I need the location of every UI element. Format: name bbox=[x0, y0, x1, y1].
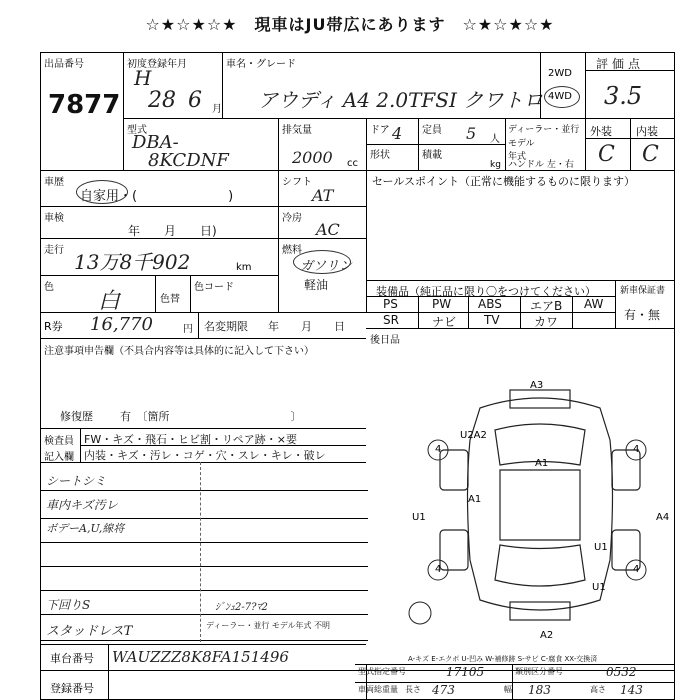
aircon-value: AC bbox=[316, 220, 340, 239]
tire-depth-rl: 4 bbox=[435, 564, 442, 575]
equip-sr: SR bbox=[383, 313, 399, 327]
length-label: 長さ bbox=[405, 685, 421, 694]
repair-label: 修復歴 bbox=[60, 410, 93, 423]
fuel-label: 燃料 bbox=[282, 245, 302, 256]
type-no-value: 17105 bbox=[446, 665, 485, 679]
diagram-label-a1-top: A1 bbox=[535, 458, 549, 469]
handwritten-note-4: 下回りS bbox=[46, 598, 91, 612]
score-label: 評価点 bbox=[596, 57, 645, 71]
width-label: 幅 bbox=[504, 685, 512, 694]
handle-label: ハンドル 左・右 bbox=[508, 160, 574, 170]
capacity-label: 定員 bbox=[422, 125, 442, 136]
equip-navi: ナビ bbox=[432, 315, 457, 329]
drive-circle bbox=[544, 86, 580, 108]
equip-airbag: エアB bbox=[530, 299, 563, 313]
weight-label: 車両総重量 bbox=[358, 685, 398, 694]
inspection-value: 年 月 日) bbox=[128, 224, 217, 238]
displacement-label: 排気量 bbox=[282, 125, 312, 136]
score-value: 3.5 bbox=[604, 82, 643, 110]
diagram-label-u1-left: U1 bbox=[412, 512, 426, 523]
inspection-label: 車検 bbox=[44, 213, 64, 224]
warranty-label: 新車保証書 bbox=[620, 286, 666, 296]
spare-tire bbox=[409, 602, 431, 624]
handwritten-note-3: ボデーA,U,線将 bbox=[46, 522, 125, 535]
warranty-value: 有・無 bbox=[624, 308, 661, 322]
diagram-label-u1-rear: U1 bbox=[592, 582, 606, 593]
handwritten-note-5: スタッドレスT bbox=[46, 624, 133, 639]
equip-aw: AW bbox=[584, 297, 604, 311]
color-change-label: 色替 bbox=[160, 294, 180, 305]
reg-era: H bbox=[134, 66, 152, 90]
class-no-label: 類別区分番号 bbox=[515, 667, 563, 676]
model-line2: 8KCDNF bbox=[148, 150, 229, 171]
header-title: ☆★☆★☆★ 現車はJU帯広にあります ☆★☆★☆★ bbox=[145, 15, 555, 34]
displacement-value: 2000 bbox=[292, 148, 333, 167]
recycle-unit: 円 bbox=[183, 324, 193, 335]
side-note-1: ｼﾞﾝｭ2-7?ﾏ2 bbox=[215, 602, 268, 613]
car-diagram bbox=[400, 370, 680, 638]
interior-grade: C bbox=[642, 142, 659, 167]
doors-value: 4 bbox=[392, 124, 403, 143]
capacity-value: 5 bbox=[466, 124, 477, 143]
inspector-label: 検査員 bbox=[44, 436, 74, 447]
displacement-unit: cc bbox=[347, 158, 358, 169]
handwritten-note-2: 車内キズ汚レ bbox=[46, 498, 118, 512]
car-name-value: アウディ A4 2.0TFSI クワトロ bbox=[258, 88, 544, 112]
drive-2wd: 2WD bbox=[548, 68, 572, 79]
diagram-label-a1-left: A1 bbox=[468, 494, 482, 505]
length-value: 473 bbox=[432, 683, 455, 697]
tire-depth-rr: 4 bbox=[633, 564, 640, 575]
repair-value: 有 〔箇所 〕 bbox=[120, 410, 302, 423]
lot-number: 7877 bbox=[48, 90, 121, 120]
exterior-label: 外装 bbox=[590, 125, 612, 138]
doors-label: ドア bbox=[370, 125, 390, 136]
tire-depth-fr: 4 bbox=[633, 444, 640, 455]
diagram-label-a3: A3 bbox=[530, 380, 544, 391]
history-value: 自家用・( ) bbox=[80, 189, 234, 204]
inspector-line: FW・キズ・飛石・ヒビ割・リペア跡・×要 bbox=[84, 433, 297, 446]
color-code-label: 色コード bbox=[194, 282, 234, 293]
equip-leather: カワ bbox=[534, 315, 559, 329]
equip-tv: TV bbox=[484, 313, 500, 327]
height-label: 高さ bbox=[590, 685, 606, 694]
interior-label: 内装 bbox=[636, 125, 658, 138]
model-line1: DBA- bbox=[132, 132, 179, 153]
lot-label: 出品番号 bbox=[44, 59, 84, 70]
diagram-label-u2a2: U2A2 bbox=[460, 430, 487, 441]
shift-value: AT bbox=[312, 186, 334, 205]
reg-label: 初度登録年月 bbox=[127, 59, 187, 70]
reg-month: 6 bbox=[188, 88, 202, 113]
sales-label: セールスポイント（正常に機能するものに限ります） bbox=[372, 175, 636, 188]
diagram-label-a4: A4 bbox=[656, 512, 670, 523]
dealer-label: ディーラー・並行 bbox=[508, 125, 580, 135]
remarks-line: 内装・キズ・汚レ・コゲ・穴・スレ・キレ・破レ bbox=[84, 449, 326, 462]
car-name-label: 車名・グレード bbox=[226, 59, 296, 70]
fuel-gasoline: ガソリン bbox=[300, 259, 353, 274]
mileage-value: 13万8千902 bbox=[74, 250, 191, 274]
fuel-diesel: 軽油 bbox=[304, 278, 329, 292]
equip-pw: PW bbox=[432, 297, 452, 311]
after-install-label: 後日品 bbox=[370, 335, 400, 346]
exterior-grade: C bbox=[598, 142, 615, 167]
equip-ps: PS bbox=[383, 297, 398, 311]
mileage-unit: km bbox=[236, 262, 252, 273]
registration-label: 登録番号 bbox=[50, 682, 94, 695]
aircon-label: 冷房 bbox=[282, 213, 302, 224]
load-label: 積載 bbox=[422, 150, 442, 161]
damage-legend: A-キズ E-エクボ U-凹み W-補修跡 S-サビ C-腐食 XX-交換済 bbox=[408, 655, 598, 663]
reg-month-unit: 月 bbox=[212, 104, 222, 115]
recycle-value: 16,770 bbox=[90, 314, 153, 335]
history-label: 車歴 bbox=[44, 177, 64, 188]
height-value: 143 bbox=[620, 683, 643, 697]
model-year-label: モデル年式 bbox=[508, 139, 535, 162]
fuel-circle bbox=[293, 250, 351, 274]
reg-year: 28 bbox=[148, 88, 176, 113]
chassis-label: 車台番号 bbox=[50, 652, 94, 665]
model-label: 型式 bbox=[127, 125, 147, 136]
type-no-label: 型式指定番号 bbox=[358, 667, 406, 676]
shape-label: 形状 bbox=[370, 150, 390, 161]
load-unit: kg bbox=[490, 160, 501, 170]
history-circle bbox=[76, 180, 128, 204]
width-value: 183 bbox=[528, 683, 551, 697]
color-value: 白 bbox=[98, 289, 121, 314]
tire-depth-fl: 4 bbox=[435, 444, 442, 455]
class-no-value: 0532 bbox=[606, 665, 637, 679]
diagram-label-u1-right: U1 bbox=[594, 542, 608, 553]
equip-abs: ABS bbox=[478, 297, 502, 311]
remarks-label: 記入欄 bbox=[44, 452, 74, 463]
name-change-label: 名変期限 bbox=[204, 320, 248, 333]
equipment-label: 装備品（純正品に限り〇をつけてください） bbox=[376, 285, 596, 298]
handwritten-note-1: シートシミ bbox=[46, 474, 107, 488]
mileage-label: 走行 bbox=[44, 245, 64, 256]
drive-4wd: 4WD bbox=[548, 91, 572, 102]
diagram-label-a2: A2 bbox=[540, 630, 554, 641]
capacity-unit: 人 bbox=[490, 134, 500, 145]
shift-label: シフト bbox=[282, 177, 312, 188]
chassis-value: WAUZZZ8K8FA151496 bbox=[112, 648, 289, 666]
notes-label: 注意事項申告欄（不具合内容等は具体的に記入して下さい） bbox=[44, 346, 314, 357]
recycle-label: R券 bbox=[44, 320, 63, 333]
name-change-value: 年 月 日 bbox=[268, 320, 345, 333]
color-label: 色 bbox=[44, 282, 54, 293]
side-note-2: ディーラー・並行 モデル年式 不明 bbox=[206, 621, 331, 630]
